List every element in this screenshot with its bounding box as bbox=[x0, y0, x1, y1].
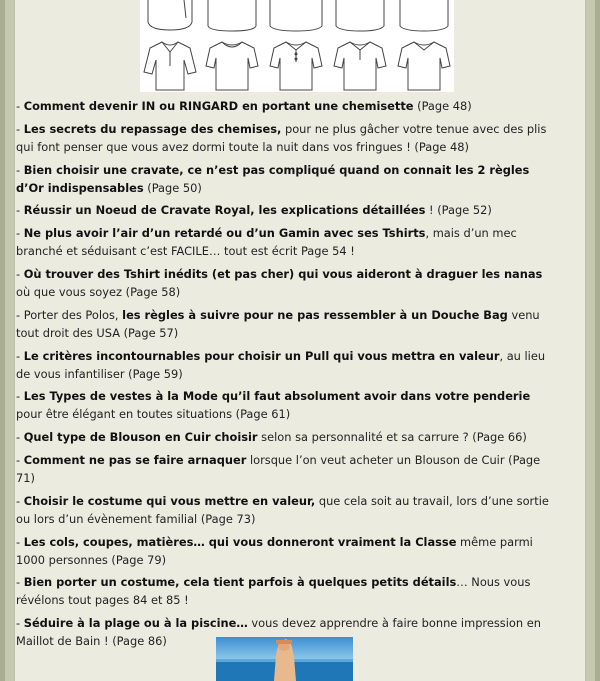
list-item: - Où trouver des Tshirt inédits (et pas cher) qui vous aideront à draguer les nanas où que vous soyez (Page 58) bbox=[16, 266, 543, 299]
left-border bbox=[0, 0, 14, 681]
beach-photo bbox=[216, 637, 353, 681]
feature-list bbox=[16, 97, 556, 655]
list-item: - Ne plus avoir l’air d’un retardé ou d’un Gamin avec ses Tshirts, mais d’un mec branché et séduisant c’est FACILE… tout est écrit Page 54 ! bbox=[16, 226, 517, 259]
list-item: - Séduire à la plage ou à la piscine… vous devez apprendre à faire bonne impression en Maillot de Bain ! (Page 86) bbox=[16, 616, 541, 649]
list-item: - Choisir le costume qui vous mettre en valeur, que cela soit au travail, lors d’une sortie ou lors d’un évènement familial (Page 73) bbox=[16, 493, 549, 526]
list-item: - Comment ne pas se faire arnaquer lorsque l’on veut acheter un Blouson de Cuir (Page 71) bbox=[16, 452, 541, 485]
shirt-icon-row-bottom bbox=[144, 42, 450, 90]
list-item: - Bien choisir une cravate, ce n’est pas compliqué quand on connait les 2 règles d’Or indispensables (Page 50) bbox=[16, 162, 530, 195]
list-item: - Le critères incontournables pour choisir un Pull qui vous mettra en valeur, au lieu de vous infantiliser (Page 59) bbox=[16, 348, 546, 381]
list-item: - Comment devenir IN ou RINGARD en portant une chemisette (Page 48) bbox=[16, 99, 472, 113]
list-item: - Les cols, coupes, matières… qui vous donneront vraiment la Classe même parmi 1000 personnes (Page 79) bbox=[16, 534, 533, 567]
shirt-collection-illustration bbox=[140, 0, 454, 92]
list-item: - Quel type de Blouson en Cuir choisir selon sa personnalité et sa carrure ? (Page 66) bbox=[16, 430, 527, 445]
list-item: - Les Types de vestes à la Mode qu’il faut absolument avoir dans votre penderie pour être élégant en toutes situations (Page 61) bbox=[16, 389, 531, 422]
list-item: - Porter des Polos, les règles à suivre pour ne pas ressembler à un Douche Bag venu tout droit des USA (Page 57) bbox=[16, 307, 540, 340]
right-border bbox=[586, 0, 600, 681]
list-item: - Réussir un Noeud de Cravate Royal, les explications détaillées ! (Page 52) bbox=[16, 203, 492, 218]
list-item: - Bien porter un costume, cela tient parfois à quelques petits détails… Nous vous révélons tout pages 84 et 85 ! bbox=[16, 575, 531, 608]
list-item: - Les secrets du repassage des chemises, pour ne plus gâcher votre tenue avec des plis qui font penser que vous avez dormi toute la nuit dans vos fringues ! (Page 48) bbox=[16, 121, 547, 154]
shirt-icon-row-top bbox=[148, 0, 448, 31]
